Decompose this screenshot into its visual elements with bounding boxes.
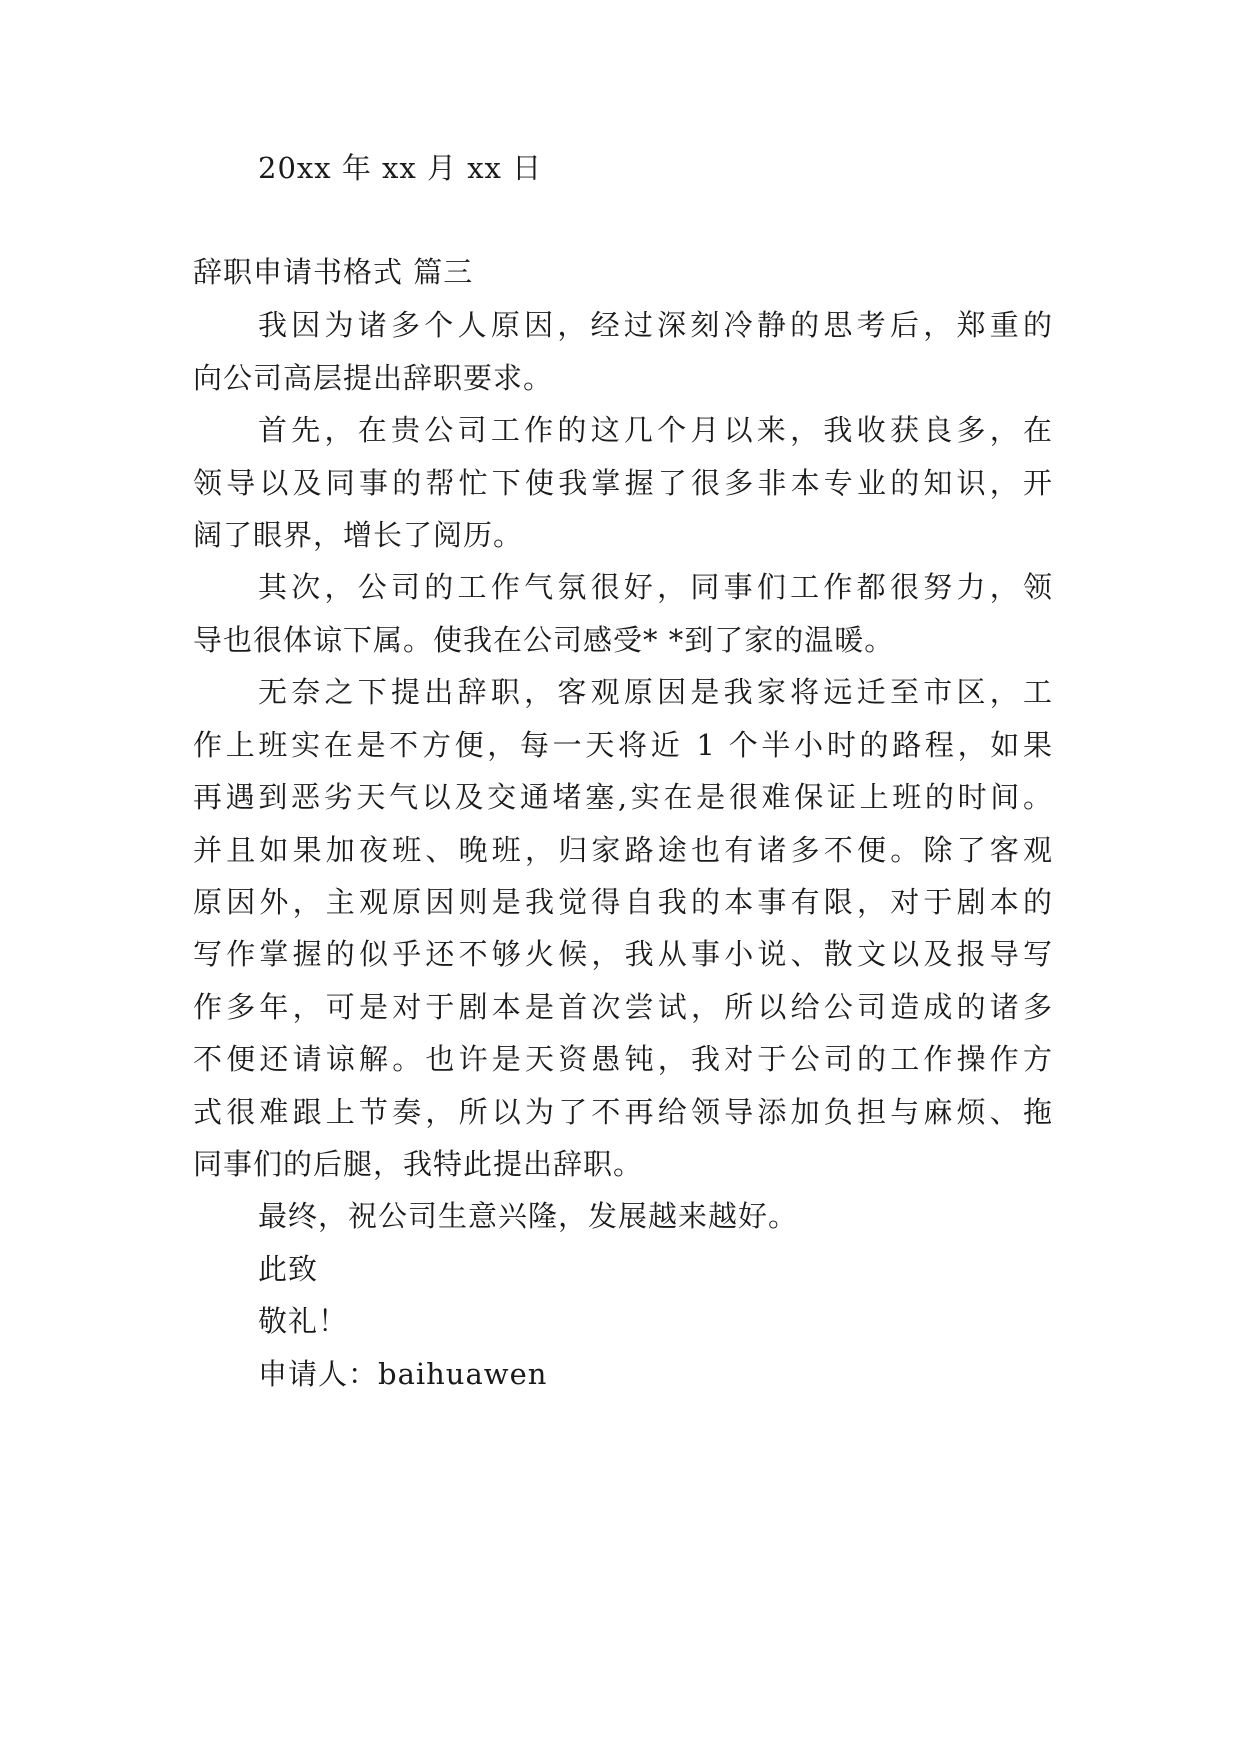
body-line: 并且如果加夜班、晚班，归家路途也有诸多不便。除了客观 — [193, 833, 1053, 867]
body-line: 领导以及同事的帮忙下使我掌握了很多非本专业的知识，开 — [193, 466, 1053, 500]
body-line: 其次，公司的工作气氛很好，同事们工作都很努力，领 — [258, 570, 1053, 604]
body-line: 我因为诸多个人原因，经过深刻冷静的思考后，郑重的 — [258, 308, 1053, 342]
closing-line: 最终，祝公司生意兴隆，发展越来越好。 — [258, 1199, 799, 1233]
body-line: 向公司高层提出辞职要求。 — [193, 361, 554, 395]
applicant-line: 申请人：baihuawen — [258, 1357, 548, 1391]
body-line: 无奈之下提出辞职，客观原因是我家将远迁至市区，工 — [258, 675, 1053, 709]
body-line: 首先，在贵公司工作的这几个月以来，我收获良多，在 — [258, 413, 1053, 447]
body-line: 阔了眼界，增长了阅历。 — [193, 518, 524, 552]
body-line: 不便还请谅解。也许是天资愚钝，我对于公司的工作操作方 — [193, 1042, 1053, 1076]
body-line: 作多年，可是对于剧本是首次尝试，所以给公司造成的诸多 — [193, 990, 1053, 1024]
salutation-line: 敬礼！ — [258, 1304, 349, 1338]
body-line: 同事们的后腿，我特此提出辞职。 — [193, 1147, 644, 1181]
body-line: 原因外，主观原因则是我觉得自我的本事有限，对于剧本的 — [193, 885, 1053, 919]
body-line: 再遇到恶劣天气以及交通堵塞,实在是很难保证上班的时间。 — [193, 780, 1053, 814]
body-line: 式很难跟上节奏，所以为了不再给领导添加负担与麻烦、拖 — [193, 1095, 1053, 1129]
section-title: 辞职申请书格式 篇三 — [193, 255, 474, 289]
body-line: 写作掌握的似乎还不够火候，我从事小说、散文以及报导写 — [193, 937, 1053, 971]
body-line: 导也很体谅下属。使我在公司感受* *到了家的温暖。 — [193, 623, 895, 657]
date-line: 20xx 年 xx 月 xx 日 — [258, 151, 543, 185]
body-line: 作上班实在是不方便，每一天将近 1 个半小时的路程，如果 — [193, 728, 1053, 762]
salutation-line: 此致 — [258, 1252, 319, 1286]
